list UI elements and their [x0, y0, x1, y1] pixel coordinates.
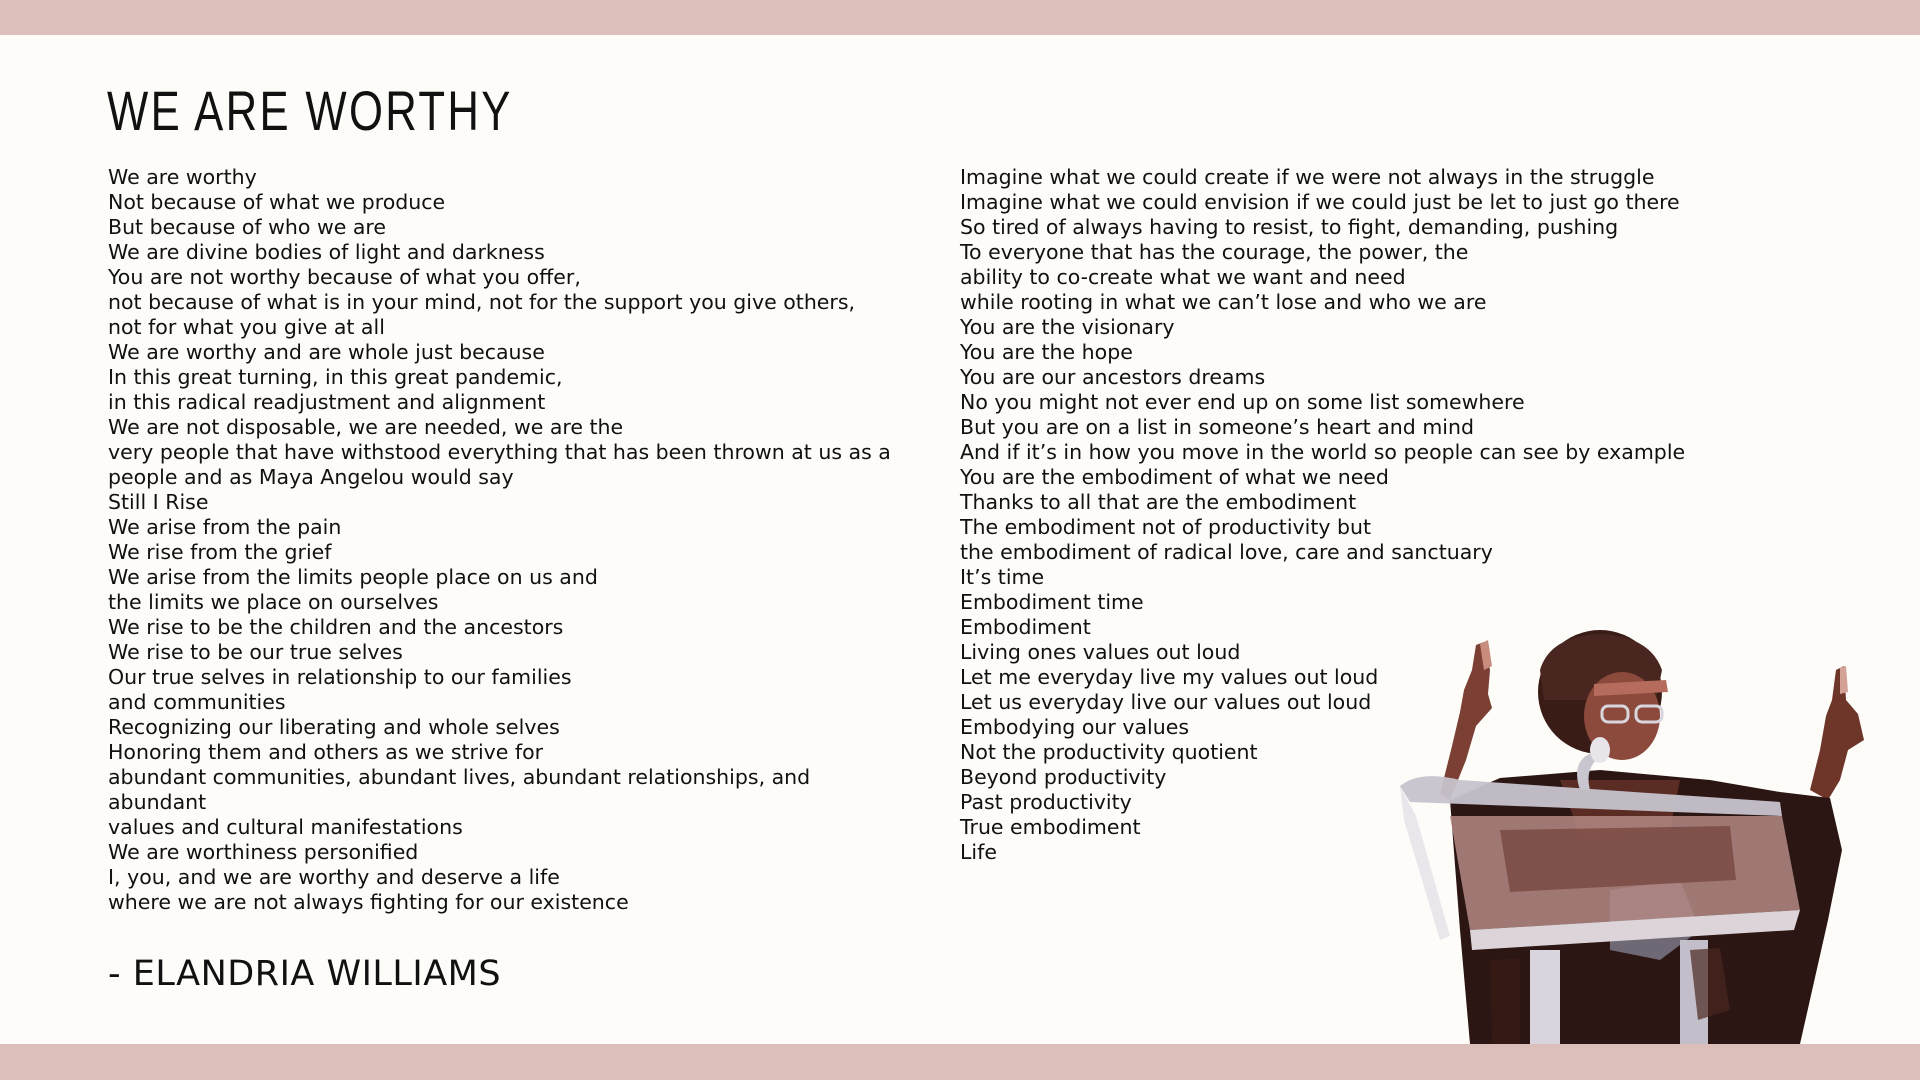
poem-line: We rise to be the children and the ancestors: [108, 615, 564, 639]
poem-line: So tired of always having to resist, to fight, demanding, pushing: [960, 215, 1619, 239]
poem-line: while rooting in what we can’t lose and who we are: [960, 290, 1487, 314]
poem-line: It’s time: [960, 565, 1045, 589]
poem-line: the embodiment of radical love, care and sanctuary: [960, 540, 1493, 564]
poem-line: We are divine bodies of light and darkness: [108, 240, 545, 264]
poem-line: not because of what is in your mind, not for the support you give others,: [108, 290, 856, 314]
poem-line: Imagine what we could envision if we could just be let to just go there: [960, 190, 1680, 214]
poem-line: But you are on a list in someone’s heart and mind: [960, 415, 1474, 439]
poem-line: values and cultural manifestations: [108, 815, 463, 839]
poem-line: Our true selves in relationship to our families: [108, 665, 572, 689]
poem-line: Honoring them and others as we strive for: [108, 740, 544, 764]
poem-line: I, you, and we are worthy and deserve a life: [108, 865, 560, 889]
poem-line: You are the visionary: [960, 315, 1175, 339]
poem-line: Still I Rise: [108, 490, 209, 514]
poem-line: No you might not ever end up on some list somewhere: [960, 390, 1525, 414]
poem-line: abundant communities, abundant lives, abundant relationships, and: [108, 765, 811, 789]
poem-line: We are worthy: [108, 165, 257, 189]
poem-line: We are not disposable, we are needed, we are the: [108, 415, 624, 439]
speaker-portrait-image: [1380, 630, 1900, 1044]
poem-line: You are our ancestors dreams: [960, 365, 1266, 389]
poem-line: Thanks to all that are the embodiment: [960, 490, 1357, 514]
poem-line: True embodiment: [960, 815, 1141, 839]
poem-line: Embodying our values: [960, 715, 1189, 739]
poem-line: We rise to be our true selves: [108, 640, 403, 664]
poem-line: We rise from the grief: [108, 540, 332, 564]
poem-line: Not the productivity quotient: [960, 740, 1258, 764]
poem-line: and communities: [108, 690, 286, 714]
author-attribution: - ELANDRIA WILLIAMS: [108, 954, 502, 994]
poem-line: Embodiment time: [960, 590, 1144, 614]
poem-line: Not because of what we produce: [108, 190, 446, 214]
poem-line: not for what you give at all: [108, 315, 385, 339]
poem-line: We are worthy and are whole just because: [108, 340, 545, 364]
poem-line: In this great turning, in this great pandemic,: [108, 365, 563, 389]
poem-line: Beyond productivity: [960, 765, 1167, 789]
poem-line: But because of who we are: [108, 215, 387, 239]
poem-line: the limits we place on ourselves: [108, 590, 439, 614]
poem-line: people and as Maya Angelou would say: [108, 465, 514, 489]
poem-line: You are not worthy because of what you offer,: [108, 265, 581, 289]
poem-line: We are worthiness personified: [108, 840, 419, 864]
poem-line: very people that have withstood everything that has been thrown at us as a: [108, 440, 891, 464]
poem-line: We arise from the pain: [108, 515, 342, 539]
poem-line: Let me everyday live my values out loud: [960, 665, 1379, 689]
poem-line: Embodiment: [960, 615, 1091, 639]
poem-line: where we are not always fighting for our existence: [108, 890, 629, 914]
top-band: [0, 0, 1920, 35]
poem-line: Let us everyday live our values out loud: [960, 690, 1372, 714]
poem-line: Recognizing our liberating and whole selves: [108, 715, 560, 739]
poem-line: You are the embodiment of what we need: [960, 465, 1389, 489]
poem-line: Imagine what we could create if we were not always in the struggle: [960, 165, 1655, 189]
poem-line: in this radical readjustment and alignment: [108, 390, 546, 414]
poem-line: You are the hope: [960, 340, 1133, 364]
poem-line: To everyone that has the courage, the power, the: [960, 240, 1469, 264]
poem-line: ability to co-create what we want and need: [960, 265, 1406, 289]
poem-line: Life: [960, 840, 997, 864]
poem-line: Past productivity: [960, 790, 1132, 814]
poem-line: We arise from the limits people place on us and: [108, 565, 598, 589]
poem-title: WE ARE WORTHY: [107, 79, 513, 142]
poem-line: Living ones values out loud: [960, 640, 1241, 664]
poem-line: The embodiment not of productivity but: [960, 515, 1372, 539]
bottom-band: [0, 1044, 1920, 1080]
poem-column-left: [108, 165, 891, 915]
poem-line: And if it’s in how you move in the world so people can see by example: [960, 440, 1686, 464]
poem-line: abundant: [108, 790, 207, 814]
